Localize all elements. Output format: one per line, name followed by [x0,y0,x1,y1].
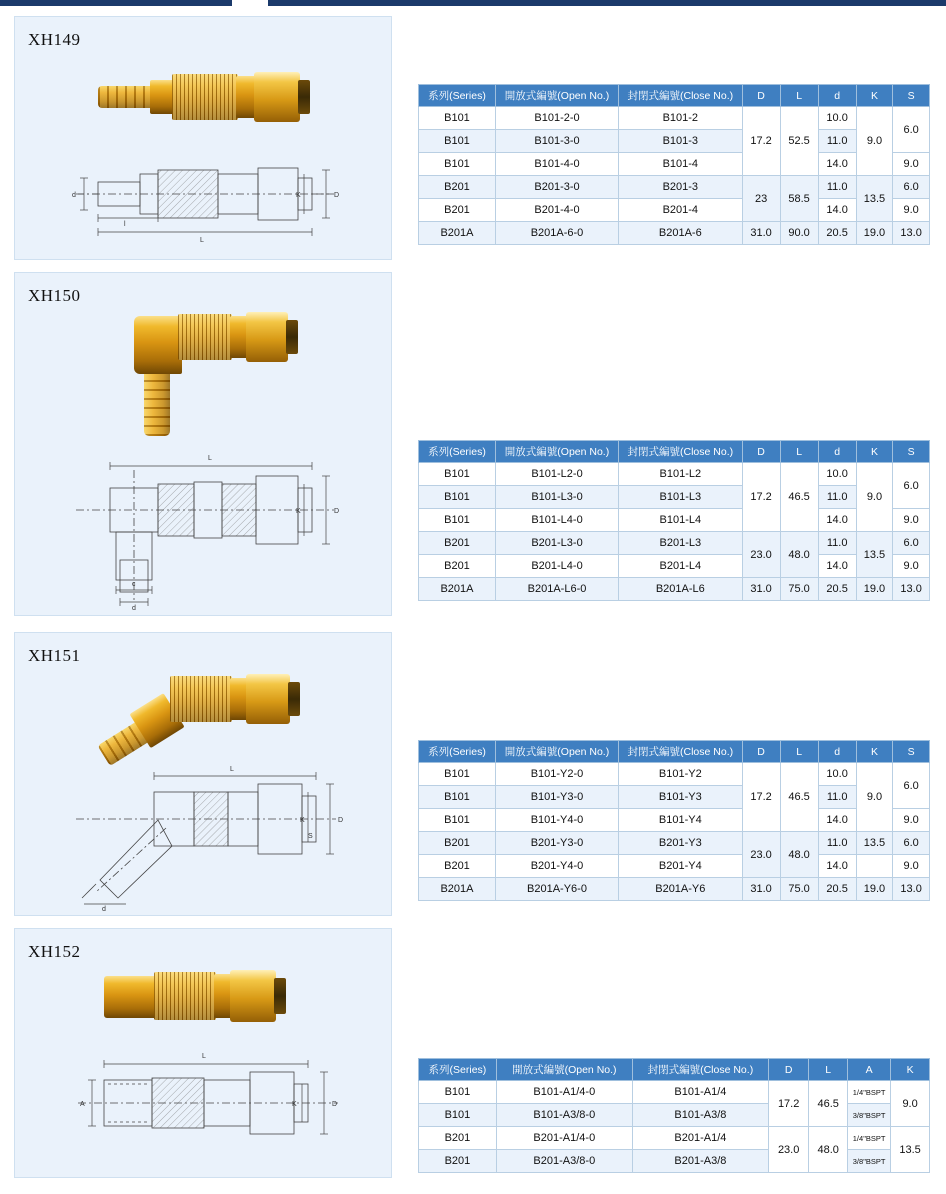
spec-table-xh151 [418,740,930,901]
cell-series: B101 [419,509,496,532]
cell-open: B201A-L6-0 [495,578,618,601]
cell-S: 9.0 [893,509,930,532]
cell-A: 1/4"BSPT [848,1081,891,1104]
cell-S: 9.0 [893,809,930,832]
table-header-row [419,741,930,763]
cell-L: 75.0 [780,578,818,601]
cell-S: 6.0 [893,107,930,153]
cell-S: 9.0 [893,855,930,878]
cell-series: B101 [419,1081,497,1104]
svg-text:K: K [292,1101,297,1108]
cell-d: 14.0 [818,153,856,176]
cell-close: B101-2 [619,107,742,130]
cell-K: 13.5 [891,1127,930,1173]
th-series: 系列(Series) [419,85,496,107]
th-d-cap: D [742,741,780,763]
th-k: K [856,741,893,763]
table-row [419,1150,930,1173]
table-row [419,1104,930,1127]
section-title-xh149: XH149 [28,30,81,49]
cell-series: B101 [419,786,496,809]
th-d-low: d [818,85,856,107]
cell-d: 11.0 [818,130,856,153]
cell-series: B201 [419,1127,497,1150]
cell-L: 48.0 [809,1127,848,1173]
cell-d: 10.0 [818,107,856,130]
table-row [419,786,930,809]
th-l: L [780,85,818,107]
svg-text:D: D [332,1101,338,1108]
cell-L: 48.0 [780,532,818,578]
cell-series: B101 [419,809,496,832]
cell-S: 9.0 [893,199,930,222]
th-d-low: d [818,441,856,463]
table-row [419,153,930,176]
cell-close: B201-A1/4 [632,1127,768,1150]
cell-d: 20.5 [818,878,856,901]
cell-K: 13.5 [856,176,893,222]
cell-open: B101-4-0 [495,153,618,176]
cell-d: 14.0 [818,855,856,878]
cell-d: 11.0 [818,786,856,809]
cell-close: B201A-Y6 [619,878,742,901]
cell-S: 13.0 [893,578,930,601]
cell-D: 23 [742,176,780,222]
cell-D: 23.0 [769,1127,809,1173]
cell-L: 90.0 [780,222,818,245]
cell-K: 9.0 [856,763,893,832]
th-d-cap: D [742,85,780,107]
cell-series: B201 [419,532,496,555]
svg-text:K: K [300,817,305,824]
cell-open: B101-A3/8-0 [496,1104,632,1127]
table-header-row [419,441,930,463]
svg-text:L: L [208,455,212,462]
cell-close: B201-L3 [619,532,742,555]
technical-drawing-xh150 [70,440,350,610]
cell-d: 20.5 [818,222,856,245]
table-row [419,199,930,222]
table-row [419,809,930,832]
svg-text:L: L [202,1053,206,1060]
cell-open: B101-A1/4-0 [496,1081,632,1104]
cell-close: B201-4 [619,199,742,222]
cell-d: 20.5 [818,578,856,601]
cell-K: 13.5 [856,532,893,578]
th-l: L [780,441,818,463]
table-header-row [419,1059,930,1081]
cell-open: B201-Y4-0 [495,855,618,878]
th-k: K [856,85,893,107]
cell-close: B101-Y4 [619,809,742,832]
cell-open: B201-L4-0 [495,555,618,578]
th-close-no: 封閉式編號(Close No.) [619,441,742,463]
svg-text:d: d [102,906,106,912]
cell-close: B201A-L6 [619,578,742,601]
th-open-no: 開放式編號(Open No.) [495,441,618,463]
cell-close: B201-Y3 [619,832,742,855]
cell-K: 19.0 [856,222,893,245]
product-photo-xh151 [92,660,312,770]
cell-d: 14.0 [818,809,856,832]
section-title-xh151: XH151 [28,646,81,665]
svg-text:D: D [334,508,340,515]
cell-d: 10.0 [818,763,856,786]
cell-L: 52.5 [780,107,818,176]
cell-open: B201A-6-0 [495,222,618,245]
cell-open: B201-L3-0 [495,532,618,555]
cell-D: 23.0 [742,532,780,578]
th-series: 系列(Series) [419,1059,497,1081]
cell-d: 11.0 [818,486,856,509]
technical-drawing-xh152 [70,1048,355,1158]
cell-d: 14.0 [818,509,856,532]
th-s: S [893,741,930,763]
cell-close: B201-A3/8 [632,1150,768,1173]
th-s: S [893,85,930,107]
svg-text:L: L [230,766,234,773]
th-l: L [809,1059,848,1081]
cell-series: B201 [419,1150,497,1173]
cell-close: B201A-6 [619,222,742,245]
cell-S: 6.0 [893,532,930,555]
svg-text:L: L [200,237,204,244]
cell-A: 3/8"BSPT [848,1150,891,1173]
spec-table-xh150 [418,440,930,601]
cell-open: B201-Y3-0 [495,832,618,855]
th-d-cap: D [742,441,780,463]
cell-series: B101 [419,1104,497,1127]
table-row [419,832,930,855]
product-photo-xh152 [104,962,300,1032]
cell-S: 6.0 [893,176,930,199]
svg-text:d: d [72,192,76,199]
cell-close: B201-Y4 [619,855,742,878]
svg-text:l: l [124,221,126,228]
table-row [419,878,930,901]
section-title-xh152: XH152 [28,942,81,961]
cell-D: 17.2 [769,1081,809,1127]
th-series: 系列(Series) [419,441,496,463]
table-row [419,763,930,786]
cell-series: B201 [419,555,496,578]
cell-series: B201 [419,855,496,878]
cell-series: B101 [419,107,496,130]
svg-text:c: c [132,581,136,588]
cell-close: B101-3 [619,130,742,153]
cell-close: B101-Y2 [619,763,742,786]
cell-close: B101-Y3 [619,786,742,809]
table-row [419,486,930,509]
cell-open: B101-3-0 [495,130,618,153]
cell-open: B201-4-0 [495,199,618,222]
cell-close: B201-3 [619,176,742,199]
table-row [419,555,930,578]
svg-text:D: D [338,817,344,824]
th-close-no: 封閉式編號(Close No.) [632,1059,768,1081]
th-s: S [893,441,930,463]
cell-L: 58.5 [780,176,818,222]
svg-text:A: A [80,1101,85,1108]
cell-d: 14.0 [818,199,856,222]
table-row [419,1081,930,1104]
cell-D: 17.2 [742,763,780,832]
product-photo-xh150 [108,300,308,440]
cell-close: B201-L4 [619,555,742,578]
th-open-no: 開放式編號(Open No.) [495,741,618,763]
spec-table-xh149 [418,84,930,245]
cell-S: 13.0 [893,222,930,245]
table-row [419,509,930,532]
svg-text:d: d [132,605,136,610]
cell-S: 9.0 [893,555,930,578]
cell-K: 13.5 [856,832,893,855]
cell-open: B101-Y4-0 [495,809,618,832]
th-a: A [848,1059,891,1081]
th-close-no: 封閉式編號(Close No.) [619,85,742,107]
cell-series: B101 [419,763,496,786]
cell-L: 48.0 [780,832,818,878]
th-close-no: 封閉式編號(Close No.) [619,741,742,763]
cell-series: B101 [419,463,496,486]
svg-text:K: K [296,508,301,515]
th-k: K [891,1059,930,1081]
table-row [419,176,930,199]
th-l: L [780,741,818,763]
cell-K: 19.0 [856,578,893,601]
cell-L: 46.5 [809,1081,848,1127]
cell-series: B201 [419,199,496,222]
technical-drawing-xh151 [66,762,356,912]
cell-D: 31.0 [742,222,780,245]
th-d-low: d [818,741,856,763]
cell-series: B101 [419,153,496,176]
cell-close: B101-A1/4 [632,1081,768,1104]
cell-open: B201-3-0 [495,176,618,199]
cell-series: B201A [419,578,496,601]
th-open-no: 開放式編號(Open No.) [495,85,618,107]
table-row [419,222,930,245]
cell-close: B101-A3/8 [632,1104,768,1127]
cell-series: B201 [419,832,496,855]
product-photo-xh149 [98,62,316,134]
cell-open: B101-L2-0 [495,463,618,486]
cell-open: B101-Y2-0 [495,763,618,786]
cell-S: 9.0 [893,153,930,176]
cell-D: 31.0 [742,878,780,901]
svg-text:S: S [308,833,313,840]
cell-K: 9.0 [891,1081,930,1127]
table-header-row [419,85,930,107]
cell-D: 31.0 [742,578,780,601]
cell-series: B201A [419,878,496,901]
svg-text:K: K [296,192,301,199]
cell-close: B101-L4 [619,509,742,532]
cell-D: 17.2 [742,107,780,176]
cell-K: 19.0 [856,878,893,901]
cell-open: B201A-Y6-0 [495,878,618,901]
cell-A: 1/4"BSPT [848,1127,891,1150]
th-d-cap: D [769,1059,809,1081]
cell-A: 3/8"BSPT [848,1104,891,1127]
spec-table-xh152 [418,1058,930,1173]
cell-open: B101-L4-0 [495,509,618,532]
cell-d: 10.0 [818,463,856,486]
cell-open: B201-A1/4-0 [496,1127,632,1150]
cell-d: 14.0 [818,555,856,578]
cell-d: 11.0 [818,176,856,199]
section-title-xh150: XH150 [28,286,81,305]
cell-close: B101-L2 [619,463,742,486]
cell-series: B101 [419,130,496,153]
cell-close: B101-4 [619,153,742,176]
cell-S: 6.0 [893,463,930,509]
cell-D: 17.2 [742,463,780,532]
table-row [419,855,930,878]
cell-K: 9.0 [856,463,893,532]
cell-series: B101 [419,486,496,509]
cell-L: 46.5 [780,763,818,832]
cell-S: 6.0 [893,832,930,855]
table-row [419,130,930,153]
cell-S: 13.0 [893,878,930,901]
svg-text:D: D [334,192,340,199]
cell-open: B101-Y3-0 [495,786,618,809]
cell-S: 6.0 [893,763,930,809]
table-row [419,107,930,130]
top-rule-bar [0,0,946,6]
th-series: 系列(Series) [419,741,496,763]
cell-open: B201-A3/8-0 [496,1150,632,1173]
cell-d: 11.0 [818,832,856,855]
cell-L: 46.5 [780,463,818,532]
table-row [419,1127,930,1150]
cell-series: B201A [419,222,496,245]
cell-L: 75.0 [780,878,818,901]
table-row [419,578,930,601]
th-k: K [856,441,893,463]
technical-drawing-xh149 [70,148,350,248]
cell-d: 11.0 [818,532,856,555]
table-row [419,463,930,486]
cell-series: B201 [419,176,496,199]
cell-K [856,855,893,878]
th-open-no: 開放式編號(Open No.) [496,1059,632,1081]
cell-close: B101-L3 [619,486,742,509]
cell-D: 23.0 [742,832,780,878]
cell-open: B101-2-0 [495,107,618,130]
cell-open: B101-L3-0 [495,486,618,509]
cell-K: 9.0 [856,107,893,176]
table-row [419,532,930,555]
